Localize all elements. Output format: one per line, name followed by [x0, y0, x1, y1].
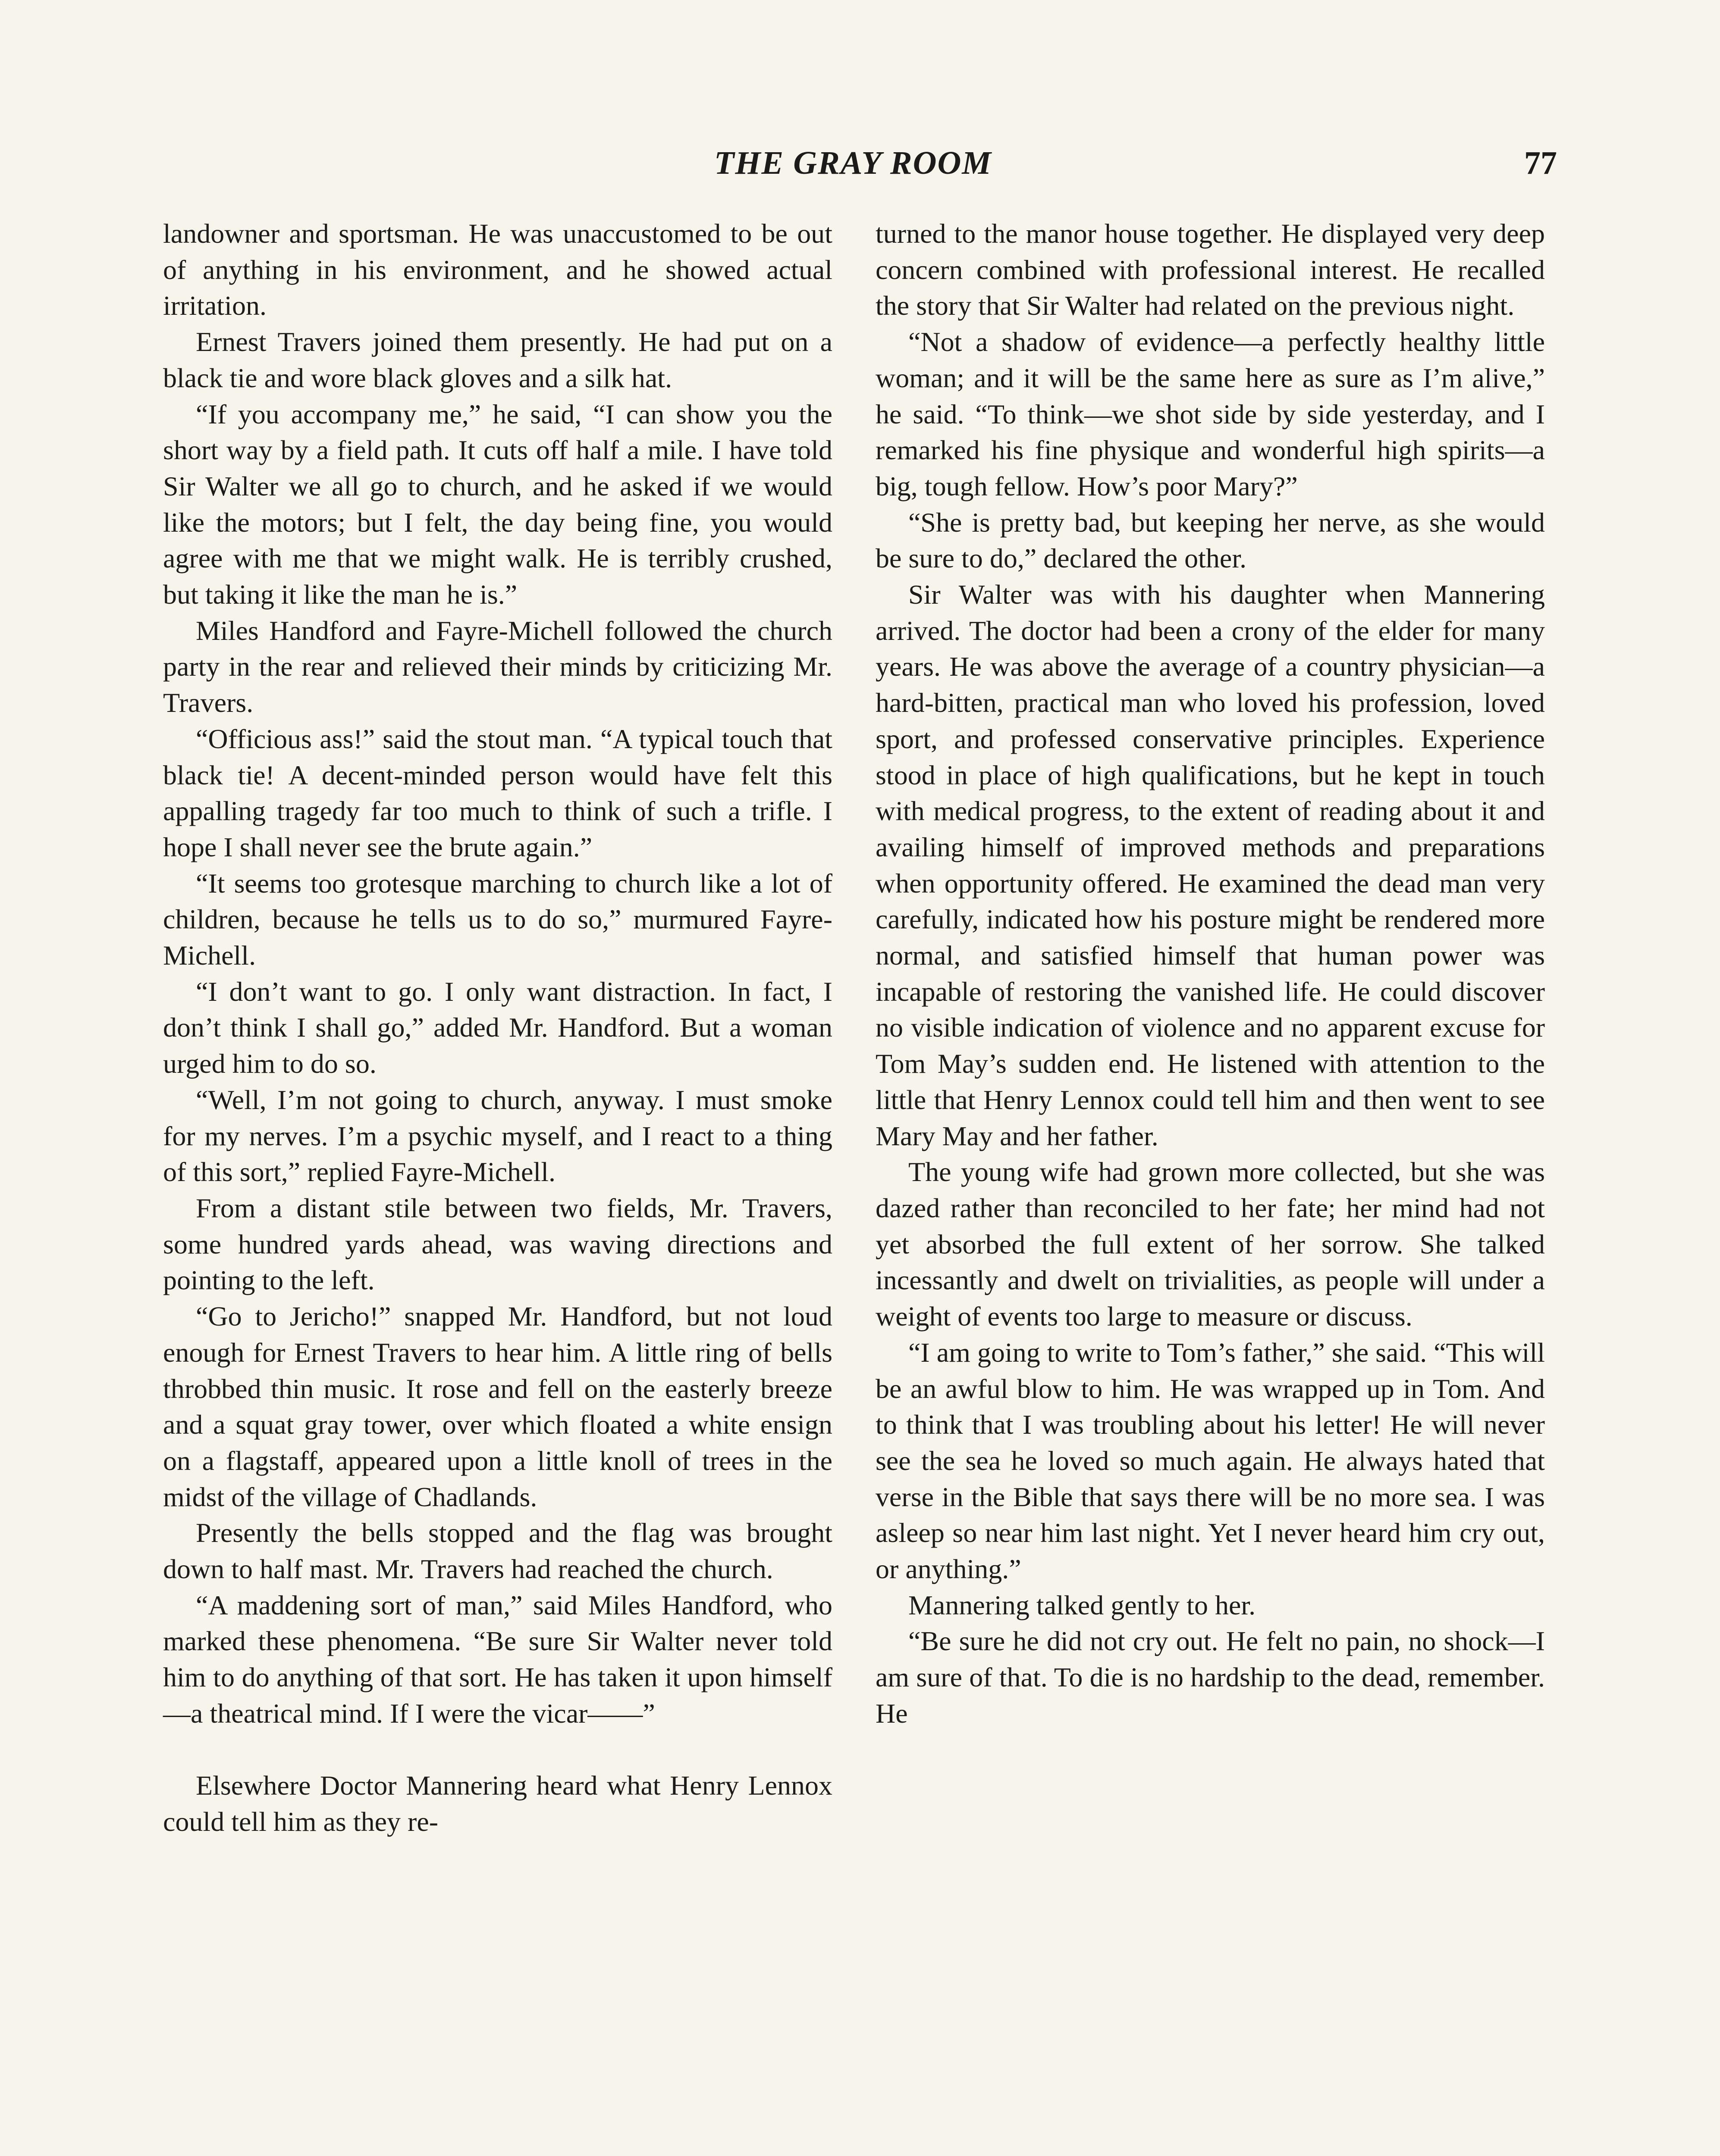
paragraph: Miles Handford and Fayre-Michell followed the church party in the rear and relieved their minds by criticizing Mr. Travers. — [163, 615, 832, 718]
paragraph: “It seems too grotesque marching to church like a lot of children, because he tells us to do so,” murmured Fayre-Michell. — [163, 868, 832, 971]
paragraph: The young wife had grown more collected, but she was dazed rather than reconciled to her fate; her mind had not yet absorbed the full extent of her sorrow. She talked incessantly and dwelt on trivialities, as people will under a weight of events too large to measure or discuss. — [876, 1156, 1545, 1332]
paragraph: Ernest Travers joined them presently. He had put on a black tie and wore black gloves and a silk hat. — [163, 326, 832, 393]
paragraph: turned to the manor house together. He displayed very deep concern combined with professional interest. He recalled the story that Sir Walter had related on the previous night. — [876, 218, 1545, 321]
paragraph: “Officious ass!” said the stout man. “A typical touch that black tie! A decent-minded person would have felt this appalling tragedy far too much to think of such a trifle. I hope I shall never see the brute again.” — [163, 723, 832, 862]
paragraph: Elsewhere Doctor Mannering heard what Henry Lennox could tell him as they re- — [163, 1770, 832, 1837]
paragraph: Sir Walter was with his daughter when Mannering arrived. The doctor had been a crony of the elder for many years. He was above the average of a country physician—a hard-bitten, practical man who loved his profession, loved sport, and professed conservative principles. Experience stood in place of high qualifications, but he kept in touch with medical progress, to the extent of reading about it and availing himself of improved methods and preparations when opportunity offered. He examined the dead man very carefully, indicated how his posture might be rendered more normal, and satisfied himself that human power was incapable of restoring the vanished life. He could discover no visible indication of violence and no apparent excuse for Tom May’s sudden end. He listened with attention to the little that Henry Lennox could tell him and then went to see Mary May and her father. — [876, 579, 1545, 1151]
paragraph: “She is pretty bad, but keeping her nerve, as she would be sure to do,” declared the other. — [876, 507, 1545, 574]
paragraph: “I am going to write to Tom’s father,” she said. “This will be an awful blow to him. He was wrapped up in Tom. And to think that I was troubling about his letter! He will never see the sea he loved so much again. He always hated that verse in the Bible that says there will be no more sea. I was asleep so near him last night. Yet I never heard him cry out, or anything.” — [876, 1337, 1545, 1585]
running-head — [0, 137, 1720, 189]
paragraph: Presently the bells stopped and the flag was brought down to half mast. Mr. Travers had reached the church. — [163, 1517, 832, 1585]
paragraph: landowner and sportsman. He was unaccustomed to be out of anything in his environment, and he showed actual irritation. — [163, 218, 832, 321]
paragraph: “Go to Jericho!” snapped Mr. Handford, but not loud enough for Ernest Travers to hear him. A little ring of bells throbbed thin music. It rose and fell on the easterly breeze and a squat gray tower, over which floated a white ensign on a flagstaff, appeared upon a little knoll of trees in the midst of the village of Chadlands. — [163, 1301, 832, 1512]
paragraph: Mannering talked gently to her. — [908, 1589, 1256, 1620]
page-number: 77 — [1524, 145, 1557, 181]
right-column — [876, 216, 1545, 1732]
paragraph: “Well, I’m not going to church, anyway. I must smoke for my nerves. I’m a psychic myself, and I react to a thing of this sort,” replied Fayre-Michell. — [163, 1084, 832, 1188]
paragraph: “Not a shadow of evidence—a perfectly healthy little woman; and it will be the same here as sure as I’m alive,” he said. “To think—we shot side by side yesterday, and I remarked his fine physique and wonderful high spirits—a big, tough fellow. How’s poor Mary?” — [876, 326, 1545, 501]
paragraph: “A maddening sort of man,” said Miles Handford, who marked these phenomena. “Be sure Sir Walter never told him to do anything of that sort. He has taken it upon himself—a theatrical mind. If I were the vicar——” — [163, 1589, 832, 1729]
paragraph: “I don’t want to go. I only want distraction. In fact, I don’t think I shall go,” added Mr. Handford. But a woman urged him to do so. — [163, 976, 832, 1079]
paragraph: “Be sure he did not cry out. He felt no pain, no shock—I am sure of that. To die is no hardship to the dead, remember. He — [876, 1626, 1545, 1729]
running-head-title: THE GRAY ROOM — [714, 145, 992, 181]
paragraph: “If you accompany me,” he said, “I can show you the short way by a field path. It cuts off half a mile. I have told Sir Walter we all go to church, and he asked if we would like the motors; but I felt, the day being fine, you would agree with me that we might walk. He is terribly crushed, but taking it like the man he is.” — [163, 398, 832, 610]
left-column — [163, 216, 832, 1840]
paragraph: From a distant stile between two fields, Mr. Travers, some hundred yards ahead, was waving directions and pointing to the left. — [163, 1192, 832, 1296]
